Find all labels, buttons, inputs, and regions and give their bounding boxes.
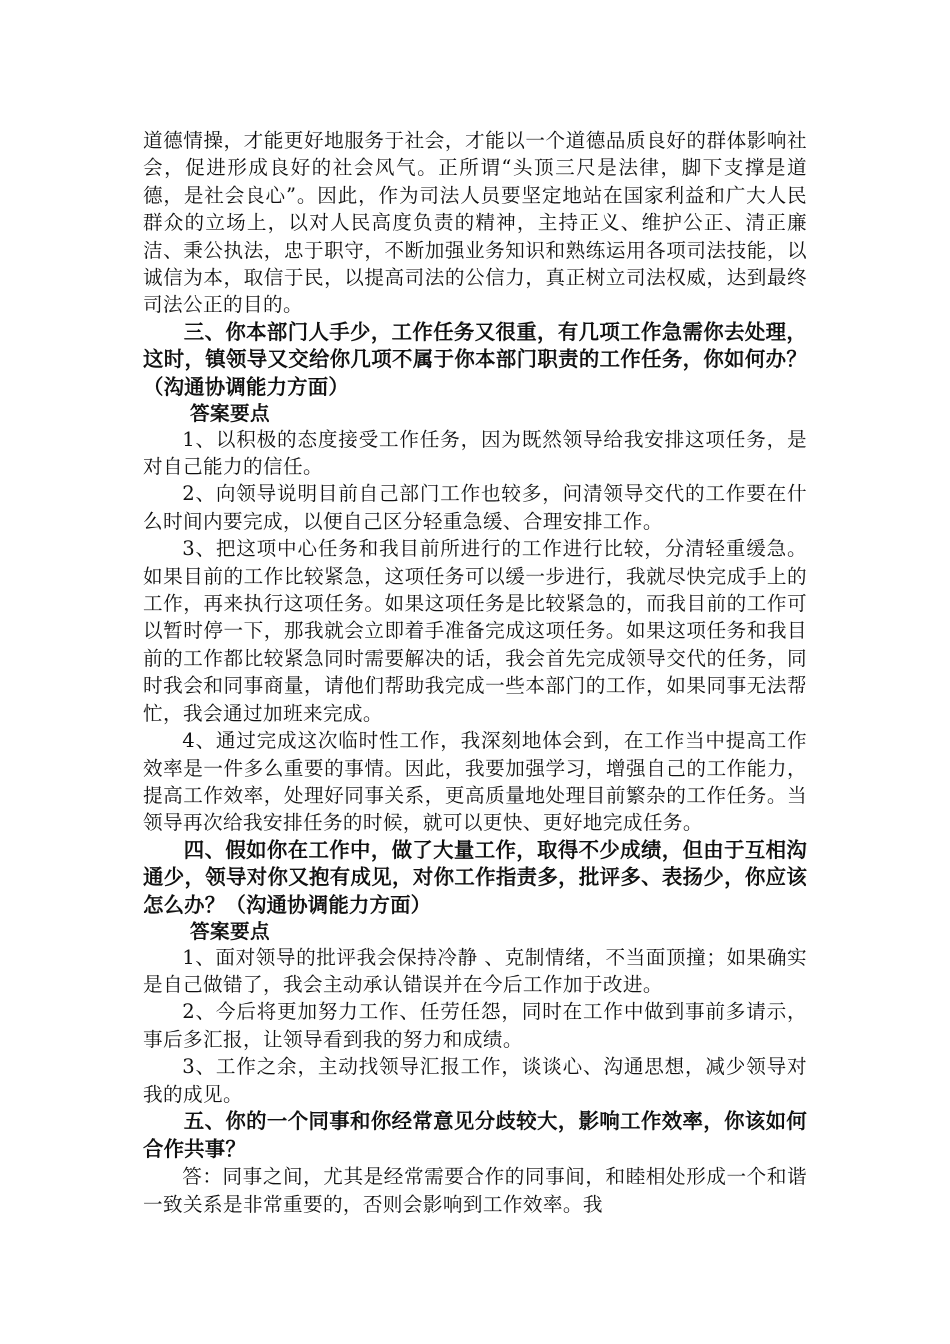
answer-point: 1、以积极的态度接受工作任务，因为既然领导给我安排这项任务，是对自己能力的信任。: [143, 427, 807, 479]
answer-point: 3、工作之余，主动找领导汇报工作，谈谈心、沟通思想，减少领导对我的成见。: [143, 1055, 807, 1106]
document-body: [143, 127, 807, 1218]
answer-points-heading: 答案要点: [190, 919, 271, 943]
paragraph-continuation: 道德情操，才能更好地服务于社会，才能以一个道德品质良好的群体影响社会，促进形成良好的社会风气。正所谓“头顶三尺是法律，脚下支撑是道德，是社会良心”。因此，作为司法人员要坚定地站在国家利益和广大人民群众的立场上，以对人民高度负责的精神，主持正义、维护公正、清正廉洁、秉公执法，忠于职守，不断加强业务知识和熟练运用各项司法技能，以诚信为本，取信于民，以提高司法的公信力，真正树立司法权威，达到最终司法公正的目的。: [143, 129, 807, 317]
answer-point: 1、面对领导的批评我会保持冷静 、克制情绪，不当面顶撞；如果确实是自己做错了，我会主动承认错误并在今后工作加于改进。: [143, 945, 807, 996]
question-four-heading: 四、假如你在工作中，做了大量工作，取得不少成绩，但由于互相沟通少，领导对你又抱有成见，对你工作指责多，批评多、表扬少，你应该怎么办？（沟通协调能力方面）: [143, 837, 807, 917]
question-five-heading: 五、你的一个同事和你经常意见分歧较大，影响工作效率，你该如何合作共事？: [143, 1108, 807, 1161]
answer-point: 2、今后将更加努力工作、任劳任怨，同时在工作中做到事前多请示，事后多汇报，让领导看到我的努力和成绩。: [143, 1000, 807, 1051]
answer-point: 4、通过完成这次临时性工作，我深刻地体会到，在工作当中提高工作效率是一件多么重要的事情。因此，我要加强学习，增强自己的工作能力，提高工作效率，处理好同事关系，更高质量地处理目前繁杂的工作任务。当领导再次给我安排任务的时候，就可以更快、更好地完成任务。: [143, 729, 807, 835]
answer-point: 2、向领导说明目前自己部门工作也较多，问清领导交代的工作要在什么时间内要完成，以便自己区分轻重急缓、合理安排工作。: [143, 482, 807, 533]
answer-point: 3、把这项中心任务和我目前所进行的工作进行比较，分清轻重缓急。如果目前的工作比较紧急，这项任务可以缓一步进行，我就尽快完成手上的工作，再来执行这项任务。如果这项任务是比较紧急的，而我目前的工作可以暂时停一下，那我就会立即着手准备完成这项任务。如果这项任务和我目前的工作都比较紧急同时需要解决的话，我会首先完成领导交代的任务，同时我会和同事商量，请他们帮助我完成一些本部门的工作，如果同事无法帮忙，我会通过加班来完成。: [143, 537, 807, 725]
question-three-heading: 三、你本部门人手少，工作任务又很重，有几项工作急需你去处理，这时，镇领导又交给你几项不属于你本部门职责的工作任务，你如何办？（沟通协调能力方面）: [143, 319, 807, 400]
answer-paragraph: 答：同事之间，尤其是经常需要合作的同事间，和睦相处形成一个和谐一致关系是非常重要的，否则会影响到工作效率。我: [143, 1165, 807, 1216]
answer-points-heading: 答案要点: [190, 401, 271, 425]
